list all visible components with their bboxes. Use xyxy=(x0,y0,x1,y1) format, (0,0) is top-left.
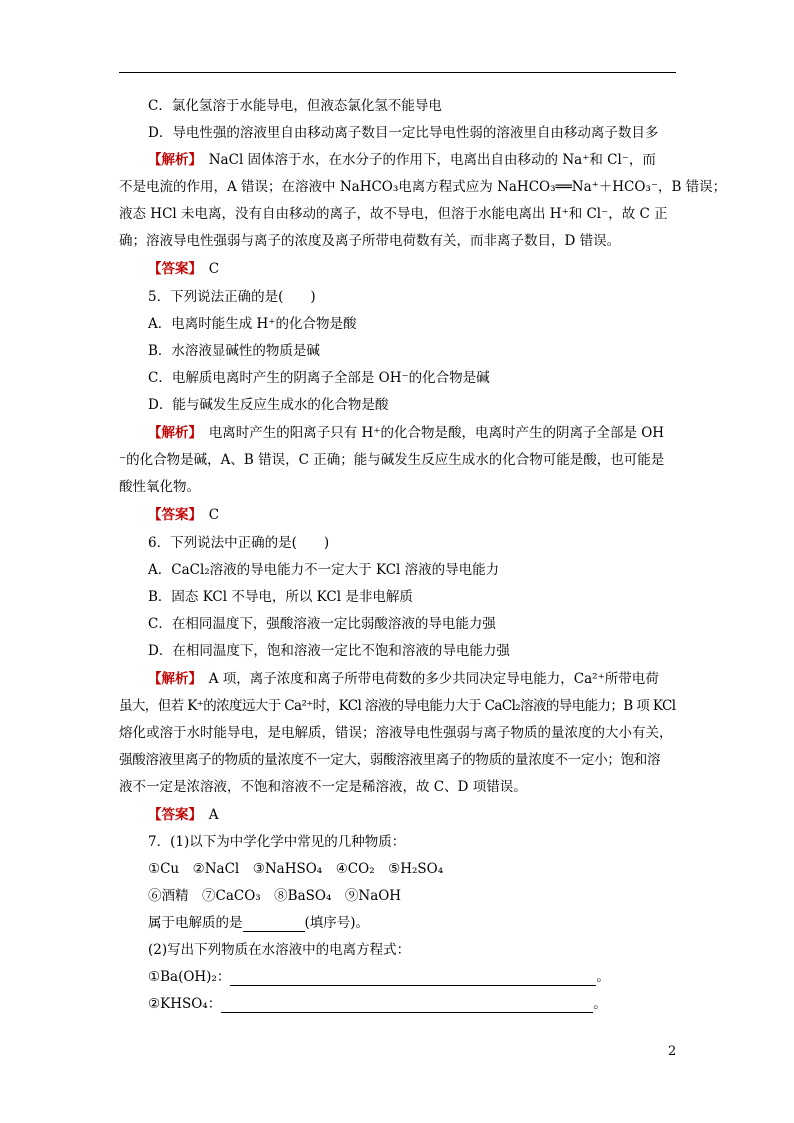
q7-substances-row-2: ⑥酒精 ⑦CaCO₃ ⑧BaSO₄ ⑨NaOH xyxy=(148,888,402,904)
analysis-text: A 项，离子浓度和离子所带电荷数的多少共同决定导电能力，Ca²⁺所带电荷 xyxy=(195,671,659,687)
ionization-equation-blank-1[interactable] xyxy=(230,971,596,986)
q5-option-a: A．电离时能生成 H⁺的化合物是酸 xyxy=(148,316,357,332)
analysis-tag: 【解析】 xyxy=(148,671,196,687)
q6-analysis-line-5: 液不一定是浓溶液，不饱和溶液不一定是稀溶液，故 C、D 项错误。 xyxy=(119,779,527,795)
q4-analysis-line-4: 确；溶液导电性强弱与离子的浓度及离子所带电荷数有关，而非离子数目，D 错误。 xyxy=(119,233,621,249)
ionization-equation-blank-2[interactable] xyxy=(221,998,593,1013)
q4-answer xyxy=(148,260,219,278)
q7-part-2: (2)写出下列物质在水溶液中的电离方程式： xyxy=(148,942,411,958)
q5-option-d: D．能与碱发生反应生成水的化合物是酸 xyxy=(148,397,389,413)
q6-answer xyxy=(148,806,219,824)
analysis-text: NaCl 固体溶于水，在水分子的作用下，电离出自由移动的 Na⁺和 Cl⁻，而 xyxy=(195,152,656,168)
end-mark: 。 xyxy=(593,996,607,1012)
q7-substances-row-1: ①Cu ②NaCl ③NaHSO₄ ④CO₂ ⑤H₂SO₄ xyxy=(148,861,444,877)
header-rule xyxy=(119,72,676,73)
analysis-tag: 【解析】 xyxy=(148,152,196,168)
q5-analysis-line-3: 酸性氧化物。 xyxy=(119,479,200,495)
q5-analysis-line-1 xyxy=(148,424,664,442)
q6-option-d: D．在相同温度下，饱和溶液一定比不饱和溶液的导电能力强 xyxy=(148,643,510,659)
q4-analysis-line-3: 液态 HCl 未电离，没有自由移动的离子，故不导电，但溶于水能电离出 H⁺和 Cl⁻，故 C 正 xyxy=(119,206,668,222)
item-1-label: ①Ba(OH)₂： xyxy=(148,969,231,985)
q5-analysis-line-2: ⁻的化合物是碱，A、B 错误，C 正确；能与碱发生反应生成水的化合物可能是酸，也可能是 xyxy=(119,452,665,468)
analysis-tag: 【解析】 xyxy=(148,425,196,441)
q5-answer xyxy=(148,506,219,524)
q7-item-1 xyxy=(148,968,610,986)
q4-option-d: D．导电性强的溶液里自由移动离子数目一定比导电性弱的溶液里自由移动离子数目多 xyxy=(148,125,659,141)
answer-value: A xyxy=(195,807,219,823)
q6-stem: 6．下列说法中正确的是( ) xyxy=(148,535,330,551)
q5-stem: 5．下列说法正确的是( ) xyxy=(148,289,316,305)
q6-analysis-line-4: 强酸溶液里离子的物质的量浓度不一定大，弱酸溶液里离子的物质的量浓度不一定小；饱和溶 xyxy=(119,752,661,768)
analysis-text: 电离时产生的阳离子只有 H⁺的化合物是酸，电离时产生的阴离子全部是 OH xyxy=(195,425,665,441)
q4-analysis-line-2: 不是电流的作用，A 错误；在溶液中 NaHCO₃电离方程式应为 NaHCO₃══Na⁺＋HCO₃⁻，B 错误； xyxy=(119,179,727,195)
q6-option-a: A．CaCl₂溶液的导电能力不一定大于 KCl 溶液的导电能力 xyxy=(148,562,500,578)
q5-option-b: B．水溶液显碱性的物质是碱 xyxy=(148,343,320,359)
answer-tag: 【答案】 xyxy=(148,807,196,823)
q6-analysis-line-1 xyxy=(148,670,659,688)
end-mark: 。 xyxy=(596,969,610,985)
q6-option-c: C．在相同温度下，强酸溶液一定比弱酸溶液的导电能力强 xyxy=(148,616,496,632)
q7-stem: 7．(1)以下为中学化学中常见的几种物质： xyxy=(148,834,406,850)
q4-option-c: C．氯化氢溶于水能导电，但液态氯化氢不能导电 xyxy=(148,98,442,114)
q4-analysis-line-1 xyxy=(148,151,656,169)
q6-analysis-line-3: 熔化或溶于水时能导电，是电解质，错误；溶液导电性强弱与离子物质的量浓度的大小有关， xyxy=(119,725,673,741)
answer-value: C xyxy=(195,507,220,523)
q5-option-c: C．电解质电离时产生的阴离子全部是 OH⁻的化合物是碱 xyxy=(148,370,490,386)
answer-value: C xyxy=(195,261,220,277)
page-number: 2 xyxy=(668,1044,677,1059)
item-2-label: ②KHSO₄： xyxy=(148,996,222,1012)
fill-suffix: (填序号)。 xyxy=(304,915,370,931)
q7-item-2 xyxy=(148,995,607,1013)
answer-tag: 【答案】 xyxy=(148,261,196,277)
q7-fill-line xyxy=(148,914,369,932)
electrolyte-answer-blank[interactable] xyxy=(243,917,305,932)
q6-option-b: B．固态 KCl 不导电，所以 KCl 是非电解质 xyxy=(148,589,413,605)
q6-analysis-line-2: 虽大，但若 K⁺的浓度远大于 Ca²⁺时，KCl 溶液的导电能力大于 CaCl₂溶液的导电能力；B 项 KCl xyxy=(119,698,676,714)
fill-prefix: 属于电解质的是 xyxy=(148,915,243,931)
answer-tag: 【答案】 xyxy=(148,507,196,523)
